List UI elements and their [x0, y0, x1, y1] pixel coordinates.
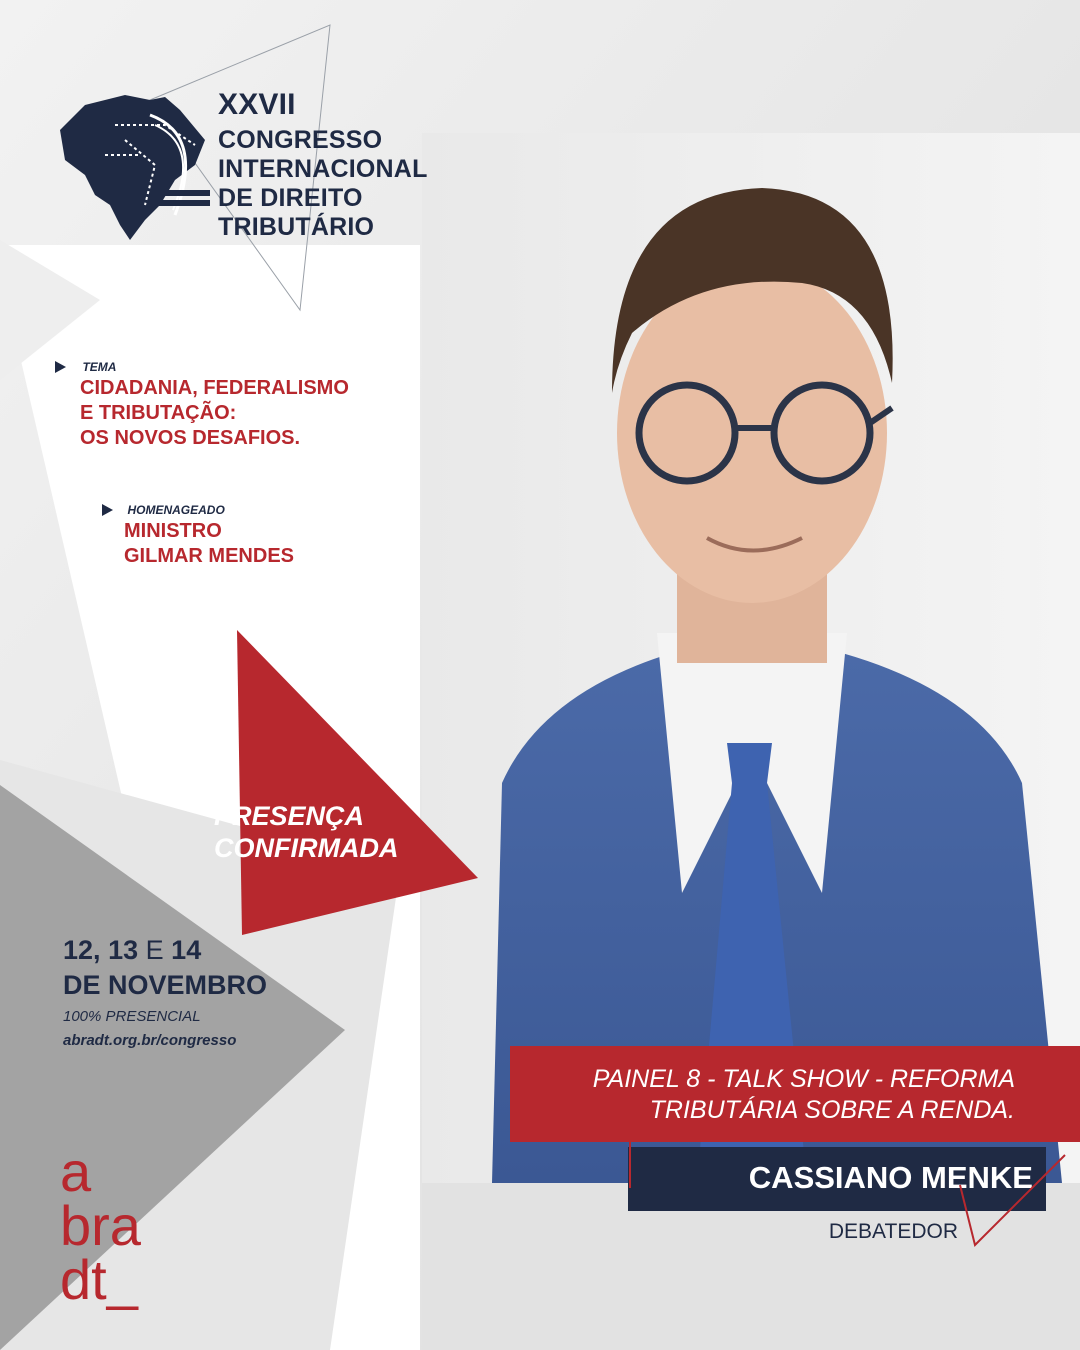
- date-day-2: 13: [108, 935, 139, 965]
- event-month: DE NOVEMBRO: [63, 970, 268, 1000]
- brand-line-3: dt: [60, 1248, 107, 1311]
- event-url[interactable]: abradt.org.br/congresso: [63, 1032, 237, 1049]
- tema-label: TEMA: [82, 359, 117, 374]
- presenca-line-2: CONFIRMADA: [214, 833, 399, 863]
- brazil-map-icon: [55, 85, 215, 245]
- abradt-logo: [60, 1140, 141, 1311]
- tema-line-3: OS NOVOS DESAFIOS.: [80, 427, 301, 449]
- speaker-photo: [422, 133, 1080, 1183]
- play-arrow-icon: [55, 361, 66, 373]
- event-title-line-1: CONGRESSO: [218, 126, 383, 154]
- presenca-confirmada: [214, 800, 398, 864]
- speaker-name: CASSIANO MENKE: [748, 1160, 1033, 1195]
- panel-line-1: PAINEL 8 - TALK SHOW - REFORMA: [592, 1065, 1015, 1093]
- event-title-line-3: DE DIREITO: [218, 184, 363, 212]
- presenca-triangle: [170, 630, 490, 940]
- homenageado-text: [124, 519, 294, 569]
- brand-line-1: a: [60, 1140, 92, 1203]
- event-edition: XXVII: [218, 88, 296, 121]
- event-mode: 100% PRESENCIAL: [63, 1008, 201, 1025]
- panel-line-2: TRIBUTÁRIA SOBRE A RENDA.: [649, 1096, 1015, 1124]
- tema-line-2: E TRIBUTAÇÃO:: [80, 402, 237, 424]
- date-day-1: 12: [63, 935, 94, 965]
- panel-title: [510, 1064, 1015, 1126]
- date-separator: ,: [93, 935, 101, 965]
- event-dates: [63, 934, 201, 966]
- event-title-line-4: TRIBUTÁRIO: [218, 213, 375, 241]
- brand-underscore: _: [106, 1248, 138, 1311]
- homenageado-line-1: MINISTRO: [124, 520, 222, 542]
- date-day-3: 14: [171, 935, 202, 965]
- speaker-role: DEBATEDOR: [828, 1220, 958, 1243]
- homenageado-section: [102, 501, 225, 519]
- event-title-line-2: INTERNACIONAL: [218, 155, 428, 183]
- homenageado-line-2: GILMAR MENDES: [124, 545, 294, 567]
- tema-line-1: CIDADANIA, FEDERALISMO: [80, 377, 349, 399]
- homenageado-label: HOMENAGEADO: [127, 502, 225, 517]
- tema-text: [80, 376, 349, 451]
- tema-section: [55, 358, 116, 376]
- play-arrow-icon: [102, 504, 113, 516]
- date-conjunction: E: [145, 935, 164, 965]
- brand-line-2: bra: [60, 1194, 141, 1257]
- presenca-line-1: PRESENÇA: [214, 801, 365, 831]
